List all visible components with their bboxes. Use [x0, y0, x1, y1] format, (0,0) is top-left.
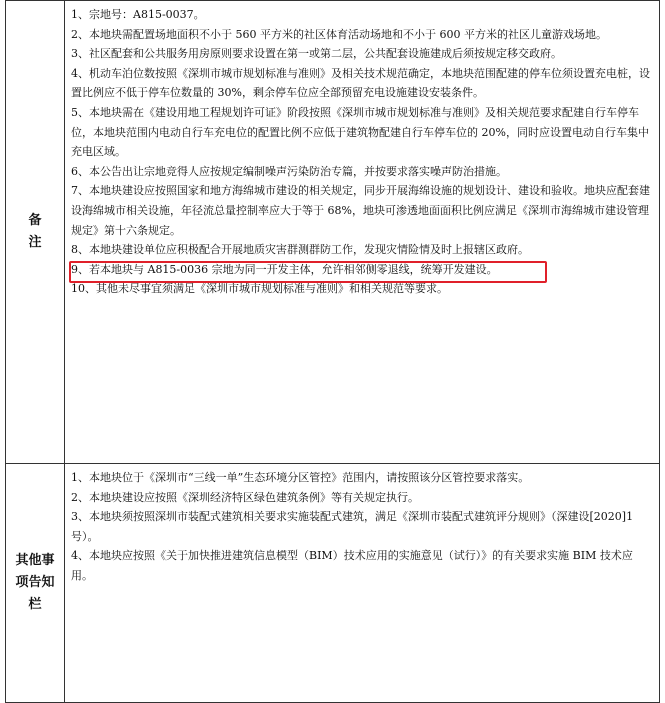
remark-item-3: 3、社区配套和公共服务用房原则要求设置在第一或第二层，公共配套设施建成后须按规定移交政府。 — [71, 47, 562, 61]
other-notices-label-2: 项告知 — [15, 575, 55, 590]
land-conditions-table — [5, 0, 660, 703]
notice-item-3: 3、本地块须按照深圳市装配式建筑相关要求实施装配式建筑，满足《深圳市装配式建筑评分规则》（深建设[2020]1号）。 — [71, 510, 634, 543]
remark-item-7: 7、本地块建设应按照国家和地方海绵城市建设的相关规定，同步开展海绵设施的规划设计、建设和验收。地块应配套建设海绵城市相关设施，年径流总量控制率应大于等于 68%，地块可渗透地面面积比例应满足《深圳市海绵城市建设管理规定》第十六条规定。 — [71, 184, 650, 237]
remark-item-1: 1、宗地号：A815-0037。 — [71, 8, 205, 21]
remarks-label: 备 — [28, 213, 42, 228]
remark-item-2: 2、本地块需配置场地面积不小于 560 平方米的社区体育活动场地和不小于 600 平方米的社区儿童游戏场地。 — [71, 27, 607, 41]
other-notices-row — [6, 464, 660, 703]
remarks-row — [6, 1, 660, 464]
highlighted-remark — [71, 260, 653, 280]
remark-item-9: 9、若本地块与 A815-0036 宗地为同一开发主体，允许相邻侧零退线，统筹开发建设。 — [71, 262, 498, 276]
remarks-label-cell — [6, 1, 65, 464]
other-notices-content — [65, 464, 660, 703]
remark-item-10: 10、其他未尽事宜须满足《深圳市城市规划标准与准则》和相关规范等要求。 — [71, 282, 448, 296]
notice-item-1: 1、本地块位于《深圳市“三线一单”生态环境分区管控》范围内，请按照该分区管控要求落实。 — [71, 471, 530, 484]
remark-item-4: 4、机动车泊位数按照《深圳市城市规划标准与准则》及相关技术规范确定，本地块范围配建的停车位须设置充电桩，设置比例应不低于停车位数量的 30%，剩余停车位应全部预留充电设施建设安装条件。 — [71, 66, 650, 100]
notice-item-4: 4、本地块应按照《关于加快推进建筑信息模型（BIM）技术应用的实施意见（试行）》的有关要求实施 BIM 技术应用。 — [71, 549, 633, 582]
remark-item-6: 6、本公告出让宗地竞得人应按规定编制噪声污染防治专篇，并按要求落实噪声防治措施。 — [71, 164, 507, 178]
other-notices-label-cell — [6, 464, 65, 703]
remark-item-8: 8、本地块建设单位应积极配合开展地质灾害群测群防工作，发现灾情险情及时上报辖区政府。 — [71, 243, 529, 257]
other-notices-label: 其他事 — [15, 553, 55, 568]
remark-item-5: 5、本地块需在《建设用地工程规划许可证》阶段按照《深圳市城市规划标准与准则》及相关规范要求配建自行车停车位，本地块范围内电动自行车充电位的配置比例不应低于建筑物配建自行车停车位的 20%，同时应设置电动自行车集中充电区域。 — [71, 105, 649, 159]
notice-item-2: 2、本地块建设应按照《深圳经济特区绿色建筑条例》等有关规定执行。 — [71, 490, 419, 504]
document-sheet — [5, 0, 660, 696]
remarks-label-2: 注 — [28, 235, 42, 250]
other-notices-label-3: 栏 — [28, 597, 42, 612]
remarks-content — [65, 1, 660, 464]
